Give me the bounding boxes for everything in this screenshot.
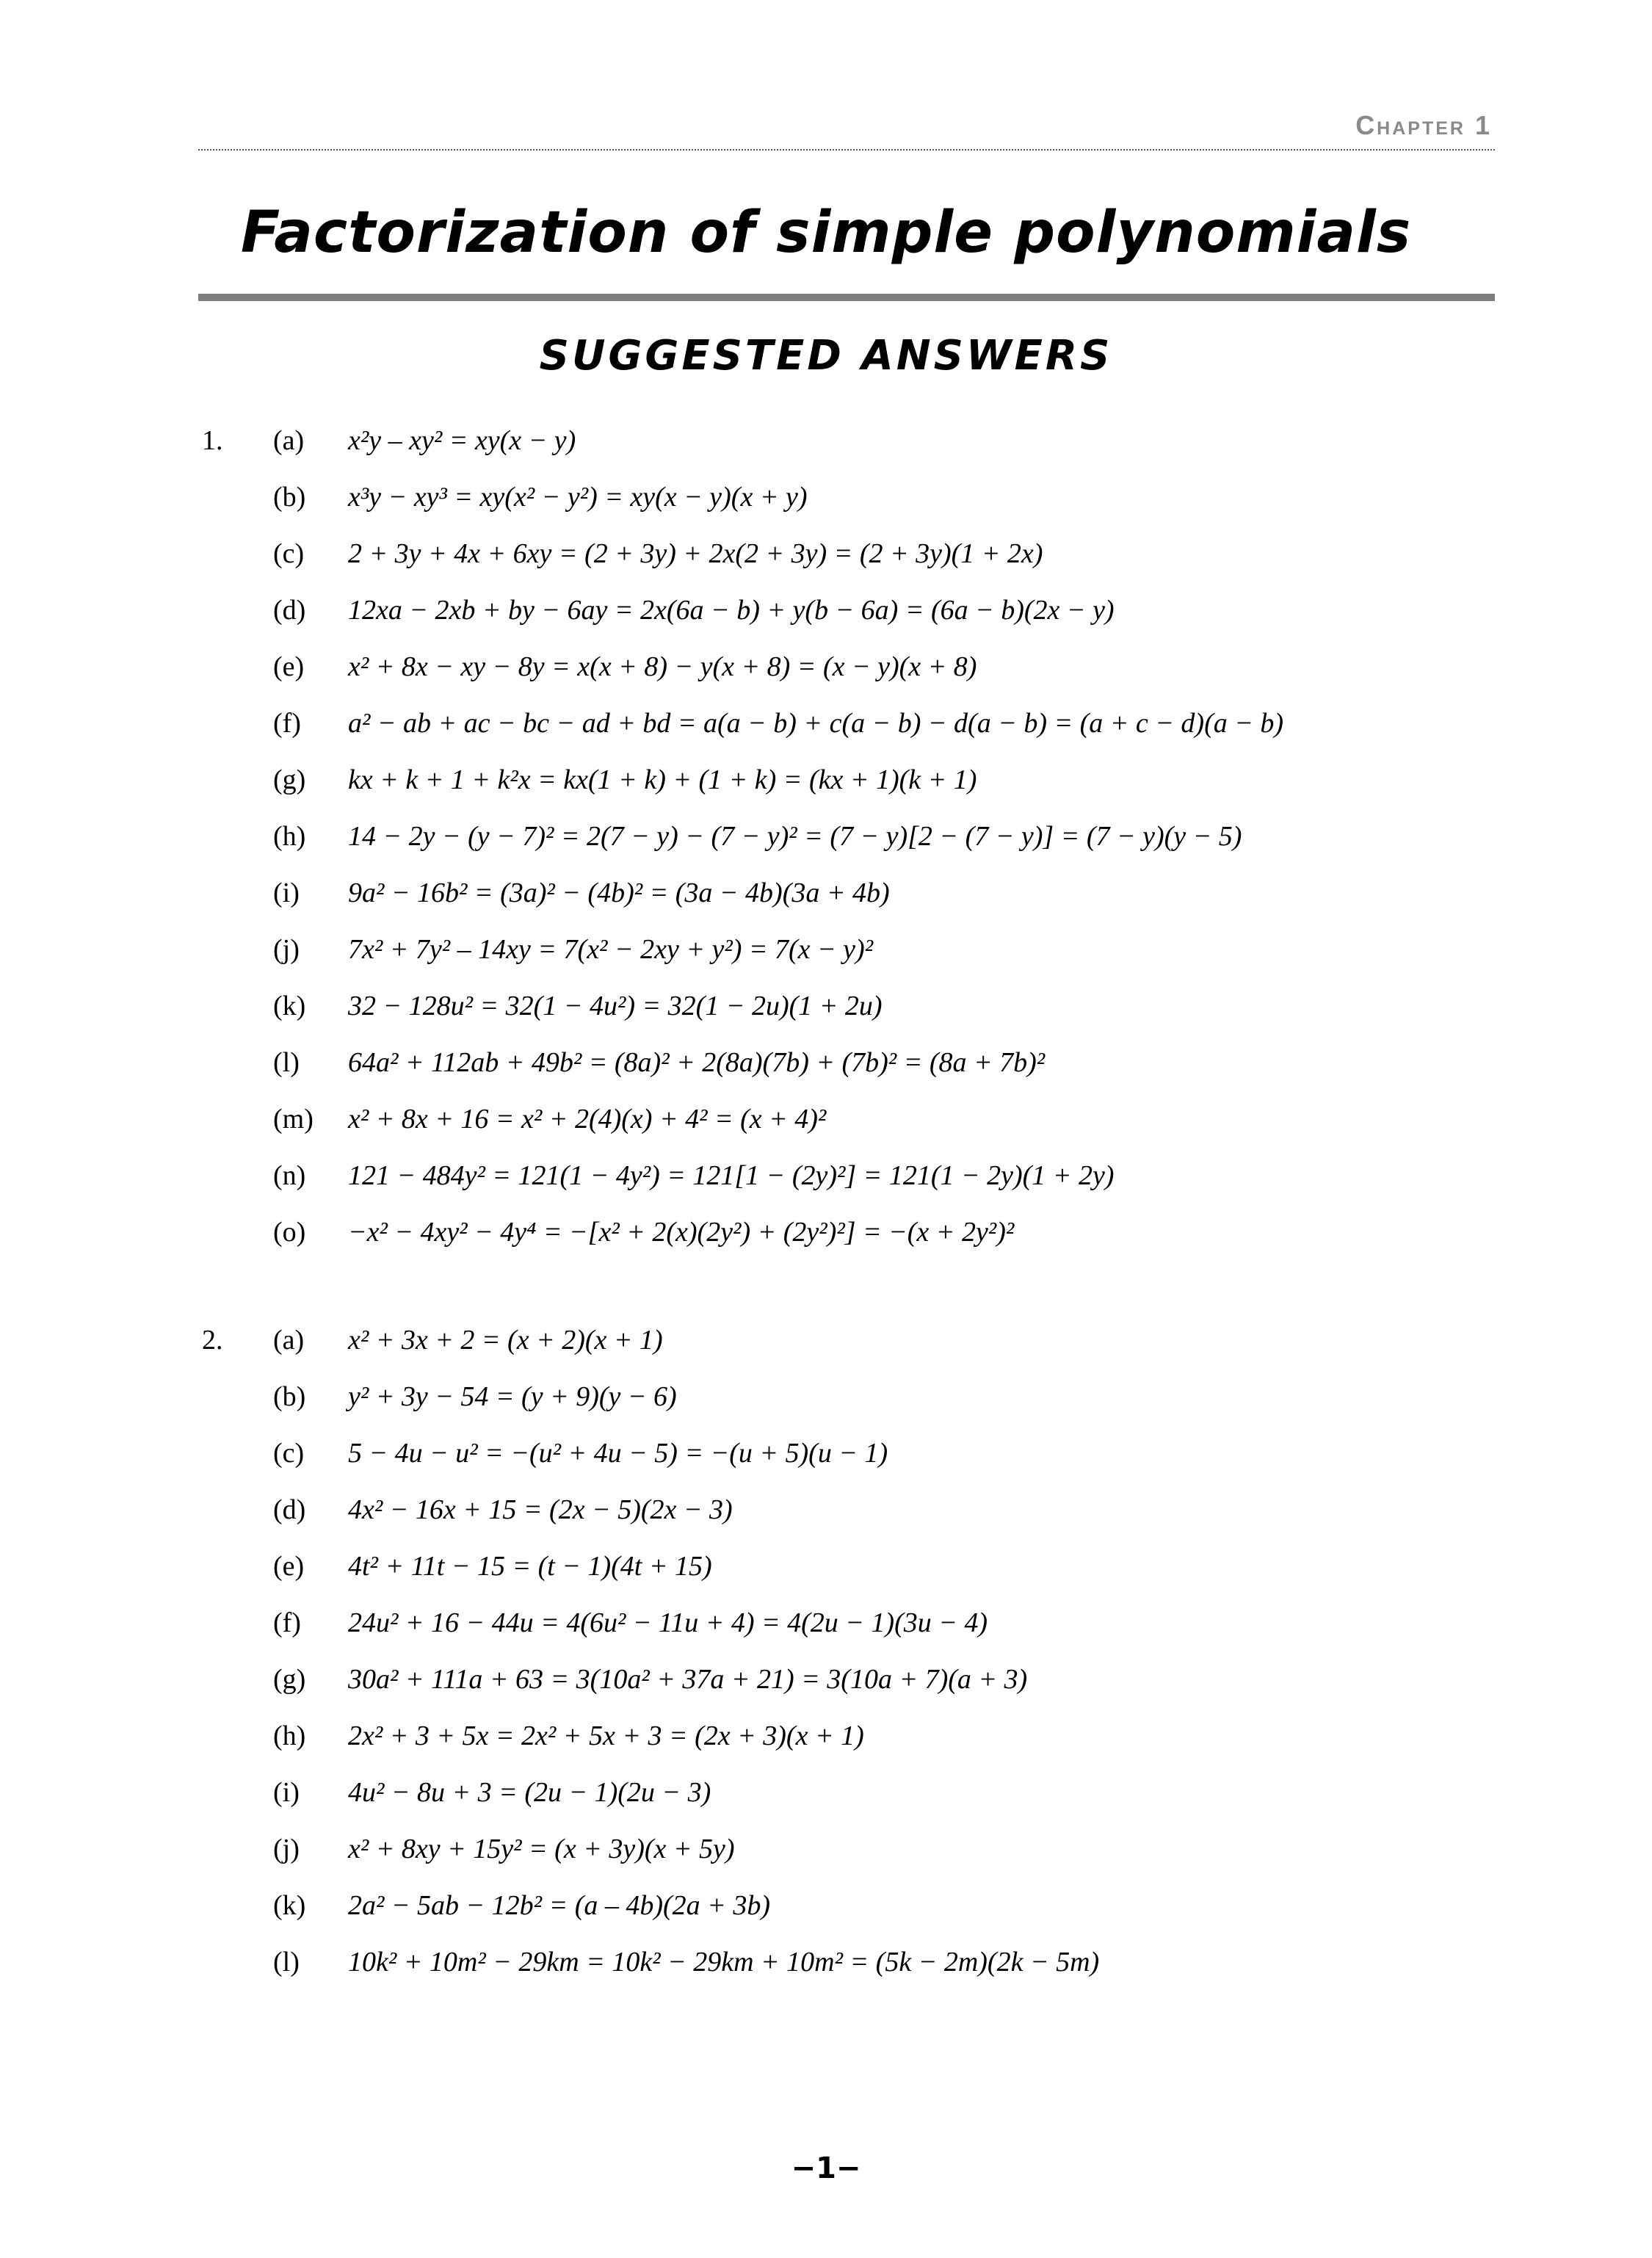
answer-expression: 9a² − 16b² = (3a)² − (4b)² = (3a − 4b)(3a + 4b) bbox=[348, 877, 890, 908]
answer-label: (i) bbox=[273, 877, 300, 908]
answer-expression: −x² − 4xy² − 4y⁴ = −[x² + 2(x)(2y²) + (2y²)²] = −(x + 2y²)² bbox=[348, 1217, 1015, 1248]
answer-label: (g) bbox=[273, 1664, 306, 1695]
answer-expression: 121 − 484y² = 121(1 − 4y²) = 121[1 − (2y)²] = 121(1 − 2y)(1 + 2y) bbox=[348, 1160, 1115, 1191]
answer-label: (k) bbox=[273, 991, 306, 1021]
answer-expression: 4t² + 11t − 15 = (t − 1)(4t + 15) bbox=[348, 1551, 712, 1582]
answer-label: (h) bbox=[273, 821, 306, 852]
answer-label: (b) bbox=[273, 1381, 306, 1412]
answer-expression: x²y – xy² = xy(x − y) bbox=[348, 425, 576, 456]
answer-label: (l) bbox=[273, 1047, 300, 1078]
answer-expression: 12xa − 2xb + by − 6ay = 2x(6a − b) + y(b − 6a) = (6a − b)(2x − y) bbox=[348, 595, 1115, 626]
answer-label: (a) bbox=[273, 1325, 305, 1356]
answer-label: (a) bbox=[273, 425, 305, 456]
header-dotted-line bbox=[198, 149, 1495, 151]
answer-expression: x² + 8xy + 15y² = (x + 3y)(x + 5y) bbox=[348, 1834, 735, 1864]
answer-label: (h) bbox=[273, 1720, 306, 1751]
answer-expression: x² + 8x − xy − 8y = x(x + 8) − y(x + 8) = (x − y)(x + 8) bbox=[348, 651, 977, 682]
answer-label: (f) bbox=[273, 1607, 301, 1638]
answer-label: (d) bbox=[273, 1494, 306, 1525]
page-title: Factorization of simple polynomials bbox=[240, 200, 1412, 266]
answer-expression: 64a² + 112ab + 49b² = (8a)² + 2(8a)(7b) + (7b)² = (8a + 7b)² bbox=[348, 1047, 1046, 1078]
chapter-label: Chapter 1 bbox=[1355, 110, 1492, 140]
answer-label: (e) bbox=[273, 651, 305, 682]
answer-expression: x² + 8x + 16 = x² + 2(4)(x) + 4² = (x + 4)² bbox=[348, 1104, 827, 1135]
answer-label: (n) bbox=[273, 1160, 306, 1191]
answer-label: (c) bbox=[273, 1438, 305, 1469]
answer-expression: kx + k + 1 + k²x = kx(1 + k) + (1 + k) = (kx + 1)(k + 1) bbox=[348, 764, 977, 795]
page-number: −1− bbox=[791, 2152, 861, 2185]
answer-label: (m) bbox=[273, 1104, 314, 1135]
answer-label: (j) bbox=[273, 934, 300, 965]
answer-label: (c) bbox=[273, 538, 305, 569]
answer-expression: 2a² − 5ab − 12b² = (a – 4b)(2a + 3b) bbox=[348, 1890, 770, 1921]
answer-label: (e) bbox=[273, 1551, 305, 1582]
answer-expression: 24u² + 16 − 44u = 4(6u² − 11u + 4) = 4(2u − 1)(3u − 4) bbox=[348, 1607, 988, 1638]
question-number: 2. bbox=[202, 1325, 223, 1356]
answer-expression: 2x² + 3 + 5x = 2x² + 5x + 3 = (2x + 3)(x + 1) bbox=[348, 1720, 864, 1751]
answer-expression: 4x² − 16x + 15 = (2x − 5)(2x − 3) bbox=[348, 1494, 733, 1525]
answer-expression: 32 − 128u² = 32(1 − 4u²) = 32(1 − 2u)(1 + 2u) bbox=[348, 991, 883, 1021]
answer-expression: 30a² + 111a + 63 = 3(10a² + 37a + 21) = 3(10a + 7)(a + 3) bbox=[348, 1664, 1028, 1695]
answer-label: (b) bbox=[273, 482, 306, 513]
answer-expression: 7x² + 7y² – 14xy = 7(x² − 2xy + y²) = 7(x − y)² bbox=[348, 934, 874, 965]
question-number: 1. bbox=[202, 425, 223, 456]
answer-label: (g) bbox=[273, 764, 306, 795]
answer-expression: x³y − xy³ = xy(x² − y²) = xy(x − y)(x + y) bbox=[348, 482, 808, 513]
answer-expression: 5 − 4u − u² = −(u² + 4u − 5) = −(u + 5)(u − 1) bbox=[348, 1438, 888, 1469]
answer-label: (o) bbox=[273, 1217, 306, 1248]
section-heading: SUGGESTED ANSWERS bbox=[539, 332, 1113, 380]
answer-expression: y² + 3y − 54 = (y + 9)(y − 6) bbox=[348, 1381, 677, 1412]
answer-expression: 4u² − 8u + 3 = (2u − 1)(2u − 3) bbox=[348, 1777, 711, 1808]
answer-label: (j) bbox=[273, 1834, 300, 1864]
answer-label: (f) bbox=[273, 708, 301, 739]
answer-expression: a² − ab + ac − bc − ad + bd = a(a − b) + c(a − b) − d(a − b) = (a + c − d)(a − b) bbox=[348, 708, 1284, 739]
answer-label: (k) bbox=[273, 1890, 306, 1921]
answer-expression: 10k² + 10m² − 29km = 10k² − 29km + 10m² = (5k − 2m)(2k − 5m) bbox=[348, 1947, 1100, 1977]
answer-expression: x² + 3x + 2 = (x + 2)(x + 1) bbox=[348, 1325, 663, 1356]
answer-label: (l) bbox=[273, 1947, 300, 1977]
answer-label: (d) bbox=[273, 595, 306, 626]
title-rule bbox=[198, 294, 1495, 301]
answer-expression: 2 + 3y + 4x + 6xy = (2 + 3y) + 2x(2 + 3y) = (2 + 3y)(1 + 2x) bbox=[348, 538, 1043, 569]
answer-expression: 14 − 2y − (y − 7)² = 2(7 − y) − (7 − y)² = (7 − y)[2 − (7 − y)] = (7 − y)(y − 5) bbox=[348, 821, 1242, 852]
answer-label: (i) bbox=[273, 1777, 300, 1808]
